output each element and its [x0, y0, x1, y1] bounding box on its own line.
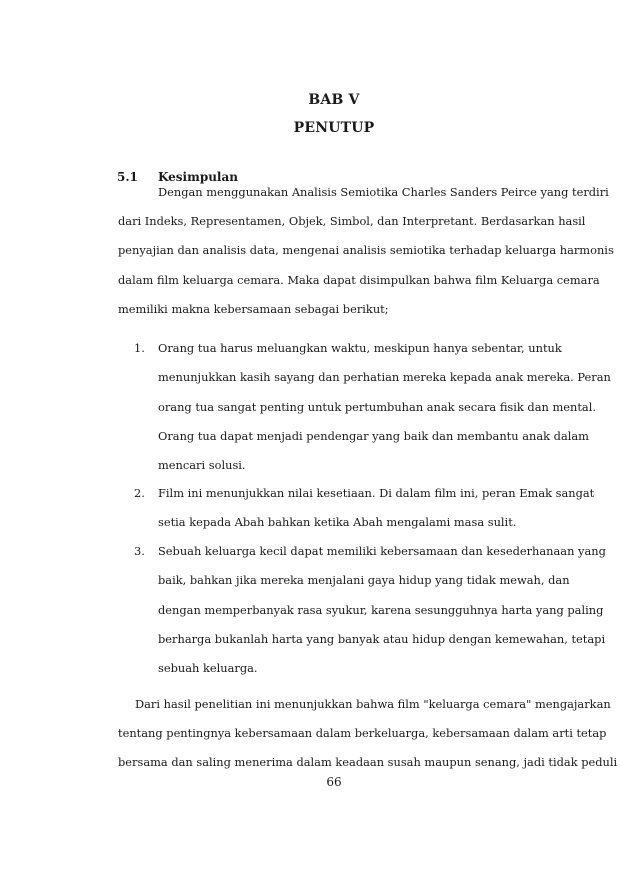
- list-item-line: berharga bukanlah harta yang banyak atau hidup dengan kemewahan, tetapi: [158, 632, 606, 646]
- list-item-line: Orang tua dapat menjadi pendengar yang baik dan membantu anak dalam: [158, 429, 589, 443]
- list-item-line: baik, bahkan jika mereka menjalani gaya hidup yang tidak mewah, dan: [158, 573, 570, 587]
- section-title: Kesimpulan: [158, 170, 238, 184]
- closing-line: bersama dan saling menerima dalam keadaan susah maupun senang, jadi tidak peduli: [118, 755, 618, 769]
- list-item-line: Orang tua harus meluangkan waktu, meskipun hanya sebentar, untuk: [158, 341, 562, 355]
- page-number: 66: [326, 775, 342, 789]
- intro-line: Dengan menggunakan Analisis Semiotika Charles Sanders Peirce yang terdiri: [158, 185, 609, 199]
- list-number: 2.: [134, 486, 145, 500]
- list-item-line: Film ini menunjukkan nilai kesetiaan. Di dalam film ini, peran Emak sangat: [158, 486, 595, 500]
- list-number: 3.: [134, 544, 145, 558]
- list-item-line: setia kepada Abah bahkan ketika Abah mengalami masa sulit.: [158, 515, 517, 529]
- list-item-line: orang tua sangat penting untuk pertumbuhan anak secara fisik dan mental.: [158, 400, 596, 414]
- chapter-number: BAB V: [308, 92, 360, 108]
- intro-line: dalam film keluarga cemara. Maka dapat disimpulkan bahwa film Keluarga cemara: [118, 273, 600, 287]
- list-item-line: mencari solusi.: [158, 458, 246, 472]
- closing-line: Dari hasil penelitian ini menunjukkan bahwa film "keluarga cemara" mengajarkan: [135, 697, 611, 711]
- list-item-line: menunjukkan kasih sayang dan perhatian mereka kepada anak mereka. Peran: [158, 370, 611, 384]
- closing-line: tentang pentingnya kebersamaan dalam berkeluarga, kebersamaan dalam arti tetap: [118, 726, 607, 740]
- list-number: 1.: [134, 341, 145, 355]
- list-item-line: Sebuah keluarga kecil dapat memiliki kebersamaan dan kesederhanaan yang: [158, 544, 606, 558]
- intro-line: penyajian dan analisis data, mengenai analisis semiotika terhadap keluarga harmonis: [118, 243, 614, 257]
- list-item-line: dengan memperbanyak rasa syukur, karena sesungguhnya harta yang paling: [158, 603, 604, 617]
- section-number: 5.1: [117, 170, 138, 184]
- intro-line: dari Indeks, Representamen, Objek, Simbol, dan Interpretant. Berdasarkan hasil: [118, 214, 586, 228]
- list-item-line: sebuah keluarga.: [158, 661, 258, 675]
- chapter-title: PENUTUP: [293, 120, 375, 136]
- intro-line: memiliki makna kebersamaan sebagai berikut;: [118, 302, 389, 316]
